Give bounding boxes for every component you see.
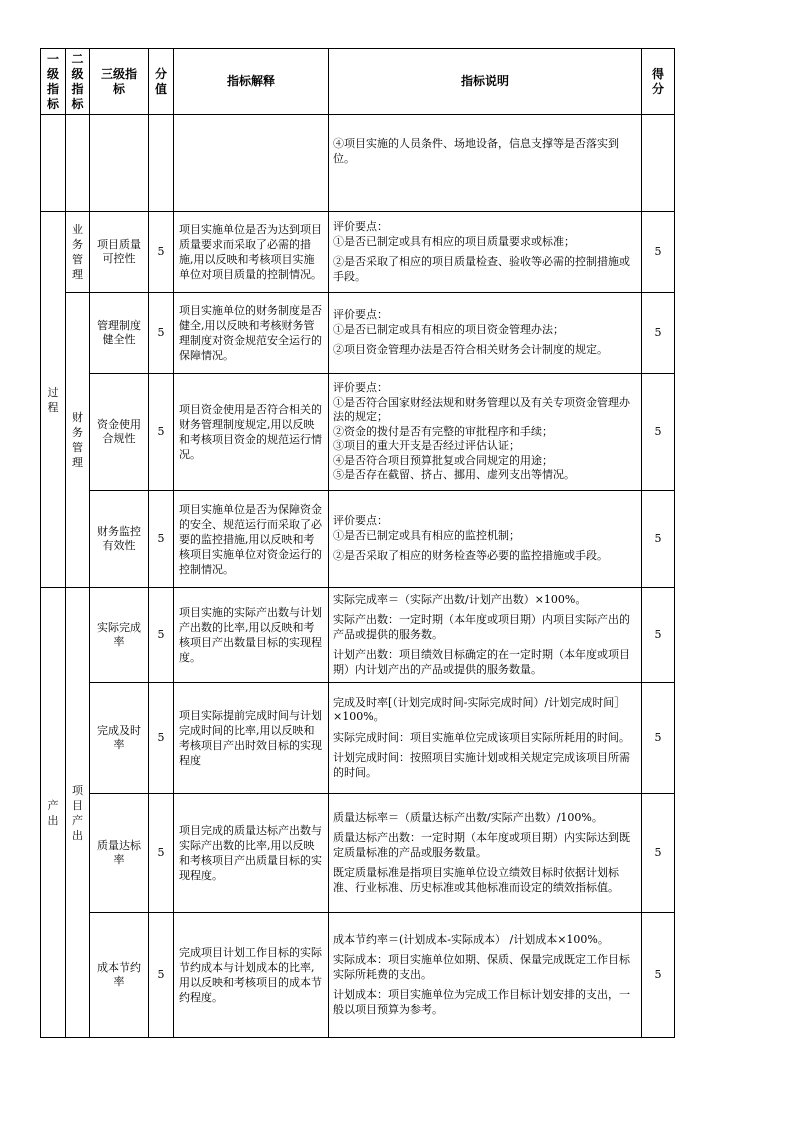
description-line: 实际完成时间：项目实施单位完成该项目实际所耗用的时间。 — [333, 730, 630, 744]
description-line: ①是否已制定或具有相应的项目质量要求或标准； — [333, 234, 575, 248]
table-row — [41, 794, 675, 913]
description-line: ⑤是否存在截留、挤占、挪用、虚列支出等情况。 — [333, 468, 575, 482]
header-level2: 二级指标 — [66, 49, 90, 115]
table-row — [41, 913, 675, 1038]
description-line: 既定质量标准是指项目实施单位设立绩效目标时依据计划标准、行业标准、历史标准或其他标准而设定的绩效指标值。 — [333, 866, 619, 894]
table-row — [41, 293, 675, 374]
level2-label: 财务管理 — [72, 411, 83, 469]
description-line: ④是否符合项目预算批复或合同规定的用途； — [333, 453, 553, 467]
description-line: 实际完成率＝（实际产出数/计划产出数）×100%。 — [333, 592, 587, 606]
explanation-text: 项目完成的质量达标产出数与实际产出数的比率,用以反映和考核项目产出质量目标的实现程度。 — [174, 794, 329, 913]
header-explanation: 指标解释 — [174, 49, 329, 115]
continuation-row — [41, 115, 675, 212]
description-line: 质量达标率＝（质量达标产出数/实际产出数）/100%。 — [333, 810, 603, 824]
score-value: 5 — [149, 212, 174, 293]
explanation-text: 项目资金使用是否符合相关的财务管理制度规定,用以反映和考核项目资金的规范运行情况。 — [174, 374, 329, 491]
explanation-text: 项目实施单位是否为保障资金的安全、规范运行而采取了必要的监控措施,用以反映和考核项目实施单位对资金运行的控制情况。 — [174, 491, 329, 588]
description-line: 成本节约率＝(计划成本-实际成本） /计划成本×100%。 — [333, 932, 609, 946]
level2-label: 业务管理 — [72, 223, 83, 281]
level1-label: 过程 — [47, 385, 59, 414]
cont-explanation — [174, 115, 329, 212]
explanation-text: 完成项目计划工作目标的实际节约成本与计划成本的比率,用以反映和考核项目的成本节约程度。 — [174, 913, 329, 1038]
cont-level1 — [41, 115, 66, 212]
level3-name: 成本节约率 — [90, 913, 149, 1038]
level2-cell — [66, 293, 90, 588]
description-line: 质量达标产出数：一定时期（本年度或项目期）内实际达到既定质量标准的产品或服务数量。 — [333, 831, 630, 859]
description-line: 评价要点： — [333, 381, 388, 395]
table-row — [41, 683, 675, 794]
score-value: 5 — [149, 588, 174, 683]
description-line: ②资金的拨付是否有完整的审批程序和手续； — [333, 424, 553, 438]
cont-level2 — [66, 115, 90, 212]
table-row — [41, 491, 675, 588]
score-value: 5 — [149, 794, 174, 913]
description-line: 评价要点： — [333, 514, 388, 528]
level1-label: 产出 — [47, 798, 59, 827]
score-value: 5 — [149, 293, 174, 374]
earned-score: 5 — [642, 491, 675, 588]
description-text — [329, 293, 642, 374]
description-line: 计划产出数：项目绩效目标确定的在一定时期（本年度或项目期）内计划产出的产品或提供的服务数量。 — [333, 648, 630, 676]
description-text — [329, 374, 642, 491]
level2-cell — [66, 212, 90, 293]
cont-earned — [642, 115, 675, 212]
description-line: ②是否采取了相应的项目质量检查、验收等必需的控制措施或手段。 — [333, 255, 630, 283]
description-text — [329, 794, 642, 913]
score-value: 5 — [149, 491, 174, 588]
description-text — [329, 588, 642, 683]
explanation-text: 项目实施单位是否为达到项目质量要求而采取了必需的措施,用以反映和考核项目实施单位对项目质量的控制情况。 — [174, 212, 329, 293]
level3-name: 实际完成率 — [90, 588, 149, 683]
level3-name: 完成及时率 — [90, 683, 149, 794]
description-line: 评价要点： — [333, 308, 388, 322]
level2-cell — [66, 588, 90, 1038]
explanation-text: 项目实际提前完成时间与计划完成时间的比率,用以反映和考核项目产出时效目标的实现程度 — [174, 683, 329, 794]
description-line: 完成及时率[（计划完成时间-实际完成时间）/计划完成时间］ ×100%。 — [333, 695, 626, 724]
level2-label: 项目产出 — [72, 783, 83, 842]
earned-score: 5 — [642, 374, 675, 491]
table-row — [41, 212, 675, 293]
table-row — [41, 588, 675, 683]
cont-level3 — [90, 115, 149, 212]
level3-name: 质量达标率 — [90, 794, 149, 913]
explanation-text: 项目实施单位的财务制度是否健全,用以反映和考核财务管理制度对资金规范安全运行的保障情况。 — [174, 293, 329, 374]
score-value: 5 — [149, 683, 174, 794]
earned-score: 5 — [642, 683, 675, 794]
description-line: 计划成本：项目实施单位为完成工作目标计划安排的支出，一般以项目预算为参考。 — [333, 988, 630, 1016]
earned-score: 5 — [642, 212, 675, 293]
description-line: ③项目的重大开支是否经过评估认证； — [333, 439, 520, 453]
description-text — [329, 491, 642, 588]
header-earned: 得分 — [642, 49, 675, 115]
earned-score: 5 — [642, 588, 675, 683]
indicator-table — [40, 48, 675, 1038]
description-line: ②是否采取了相应的财务检查等必要的监控措施或手段。 — [333, 549, 608, 563]
header-level3: 三级指标 — [90, 49, 149, 115]
earned-score: 5 — [642, 293, 675, 374]
description-line: ②项目资金管理办法是否符合相关财务会计制度的规定。 — [333, 343, 608, 357]
level3-name: 资金使用合规性 — [90, 374, 149, 491]
earned-score: 5 — [642, 913, 675, 1038]
header-level1: 一级指标 — [41, 49, 66, 115]
description-line: ①是否已制定或具有相应的项目资金管理办法； — [333, 322, 564, 336]
description-line: 计划完成时间：按照项目实施计划或相关规定完成该项目所需的时间。 — [333, 751, 630, 779]
level3-name: 项目质量可控性 — [90, 212, 149, 293]
header-score: 分值 — [149, 49, 174, 115]
level1-cell — [41, 588, 66, 1038]
explanation-text: 项目实施的实际产出数与计划产出数的比率,用以反映和考核项目产出数量目标的实现程度。 — [174, 588, 329, 683]
description-text — [329, 913, 642, 1038]
cont-description: ④项目实施的人员条件、场地设备，信息支撑等是否落实到位。 — [329, 115, 642, 212]
description-line: 实际产出数：一定时期（本年度或项目期）内项目实际产出的产品或提供的服务数。 — [333, 613, 630, 641]
description-line: 评价要点： — [333, 220, 388, 233]
level3-name: 管理制度健全性 — [90, 293, 149, 374]
description-line: 实际成本：项目实施单位如期、保质、保量完成既定工作目标实际所耗费的支出。 — [333, 953, 630, 981]
level3-name: 财务监控有效性 — [90, 491, 149, 588]
table-row — [41, 374, 675, 491]
earned-score: 5 — [642, 794, 675, 913]
description-text — [329, 683, 642, 794]
description-line: ①是否符合国家财经法规和财务管理以及有关专项资金管理办法的规定； — [333, 395, 630, 424]
header-description: 指标说明 — [329, 49, 642, 115]
score-value: 5 — [149, 913, 174, 1038]
header-row — [41, 49, 675, 115]
level1-cell — [41, 212, 66, 588]
score-value: 5 — [149, 374, 174, 491]
description-text — [329, 212, 642, 293]
description-line: ①是否已制定或具有相应的监控机制； — [333, 528, 520, 542]
cont-score — [149, 115, 174, 212]
